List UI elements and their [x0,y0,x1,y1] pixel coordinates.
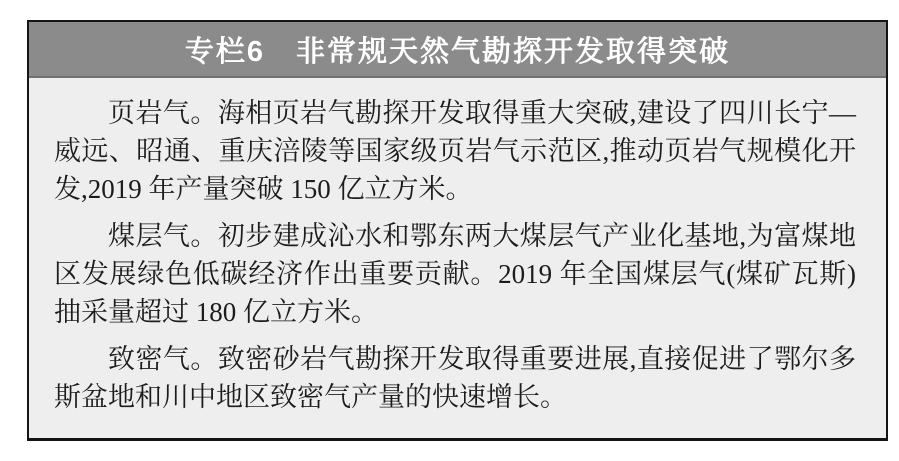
column-box-title: 专栏6 非常规天然气勘探开发取得突破 [184,35,731,68]
column-box [27,20,888,441]
paragraph-coalbed-methane: 煤层气。初步建成沁水和鄂东两大煤层气产业化基地,为富煤地区发展绿色低碳经济作出重要贡献。2019 年全国煤层气(煤矿瓦斯)抽采量超过 180 亿立方米。 [54,221,856,327]
paragraph-shale-gas: 页岩气。海相页岩气勘探开发取得重大突破,建设了四川长宁—威远、昭通、重庆涪陵等国家级页岩气示范区,推动页岩气规模化开发,2019 年产量突破 150 亿立方米。 [54,98,856,204]
column-box-header [29,22,886,78]
column-box-body [29,78,886,438]
paragraph-tight-gas: 致密气。致密砂岩气勘探开发取得重要进展,直接促进了鄂尔多斯盆地和川中地区致密气产量的快速增长。 [54,344,856,412]
